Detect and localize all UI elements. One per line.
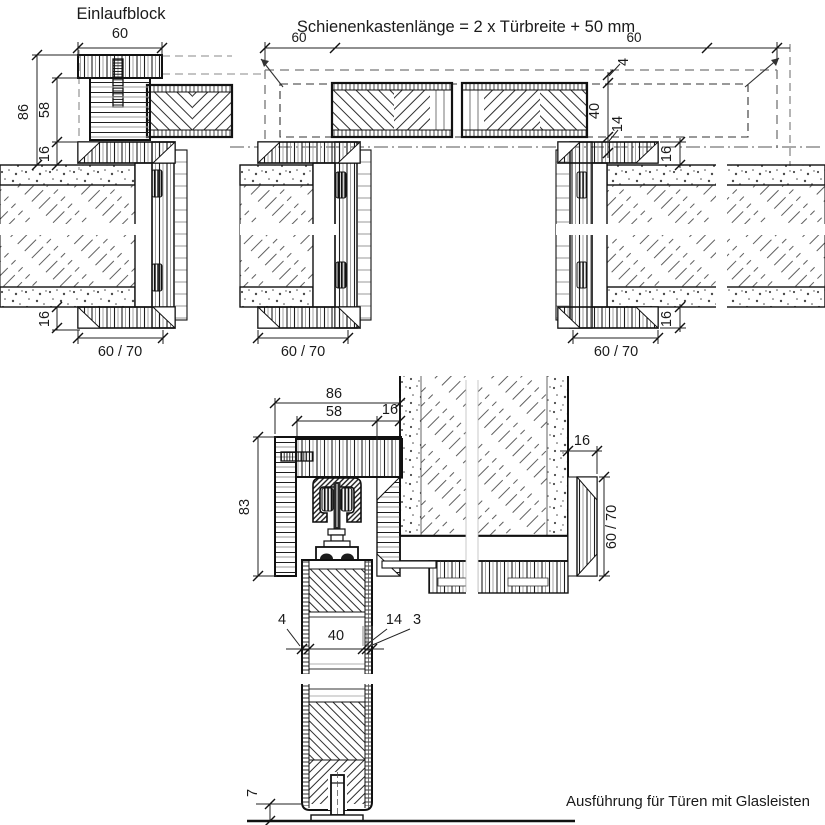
- frame-clip: [336, 262, 346, 288]
- frame-clip: [336, 172, 346, 198]
- left-jamb-detail: [240, 142, 371, 360]
- fixing-screw: [281, 452, 313, 461]
- dim-58: 58: [325, 404, 343, 420]
- dim-16: 16: [381, 402, 399, 418]
- dim-86: 86: [325, 386, 343, 402]
- dim-40: 40: [327, 628, 345, 644]
- right-frame-board: [577, 477, 597, 576]
- dim-86: 86: [16, 103, 32, 121]
- dim-60-70: 60 / 70: [97, 344, 143, 360]
- wall-break: [0, 224, 150, 235]
- dim-40: 40: [587, 102, 603, 120]
- door-panel-a: [332, 83, 452, 137]
- dim-60-70: 60 / 70: [280, 344, 326, 360]
- frame-clip: [577, 172, 587, 198]
- frame-clip: [152, 264, 162, 291]
- dim-7: 7: [245, 788, 261, 798]
- dim-einlauf-width: 60: [111, 26, 129, 42]
- wall-break: [556, 224, 825, 235]
- wall-break-vertical: [466, 374, 478, 596]
- architrave-top: [258, 142, 360, 163]
- dim-4: 4: [616, 57, 632, 67]
- frame-clip: [577, 262, 587, 288]
- dim-83: 83: [237, 498, 253, 516]
- architrave-under-wall: [429, 561, 568, 593]
- einlaufblock-title: Einlaufblock: [76, 5, 166, 23]
- door-panel-section-lower: [302, 684, 372, 820]
- dim-16: 16: [37, 145, 53, 163]
- execution-note: Ausführung für Türen mit Glasleisten: [565, 793, 811, 810]
- reveal-strip: [568, 477, 577, 576]
- frame-clip: [152, 170, 162, 197]
- wall-break-vertical: [716, 162, 727, 309]
- wall-section-middle: [240, 165, 313, 307]
- dim-60-70: 60 / 70: [593, 344, 639, 360]
- architrave-bottom: [558, 307, 658, 328]
- dim-16: 16: [573, 433, 591, 449]
- dim-14: 14: [610, 115, 626, 133]
- dim-16: 16: [659, 145, 675, 163]
- wall-section-left: [0, 165, 135, 307]
- door-panel-section-upper: [302, 560, 372, 674]
- dim-60-70: 60 / 70: [604, 504, 620, 550]
- architrave-top: [78, 142, 175, 163]
- dim-rail-right-60: 60: [626, 30, 642, 45]
- architrave-bottom: [78, 307, 175, 328]
- dim-3: 3: [412, 612, 422, 628]
- wall-break: [240, 224, 337, 235]
- architrave-bottom: [258, 307, 360, 328]
- dim-rail-left-60: 60: [291, 30, 307, 45]
- dim-58: 58: [37, 101, 53, 119]
- rail-box-formula: Schienenkastenlänge = 2 x Türbreite + 50 mm: [296, 18, 636, 36]
- dim-16: 16: [659, 310, 675, 328]
- wall-column: [400, 376, 568, 536]
- dim-16: 16: [37, 310, 53, 328]
- dim-4: 4: [277, 612, 287, 628]
- door-panel-plan-stub: [147, 85, 232, 137]
- lining-board: [400, 536, 568, 561]
- einlaufblock-body: [90, 78, 150, 140]
- door-panel-b: [462, 83, 587, 137]
- dim-14: 14: [385, 612, 403, 628]
